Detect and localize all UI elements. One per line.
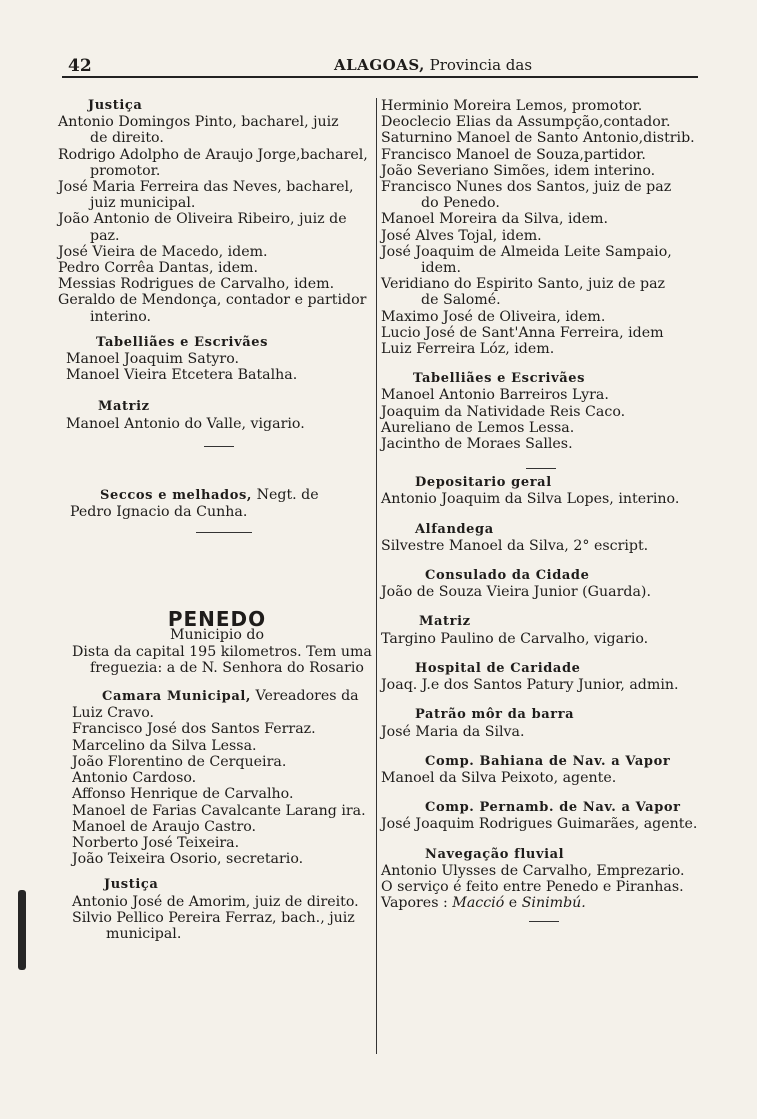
vapores-line: Vapores : Macció e Sinimbú.	[381, 895, 586, 912]
section-heading-navegacao: Navegação fluvial	[425, 846, 565, 862]
left-column	[58, 98, 376, 942]
entry-line: Luiz Ferreira Lóz, idem.	[381, 341, 555, 358]
entry-line: O serviço é feito entre Penedo e Piranhas.	[381, 878, 684, 895]
seccos-line: Seccos e melhados, Negt. de	[100, 486, 319, 503]
section-heading-justica: Justiça	[88, 98, 143, 113]
vapor-name: Macció	[452, 895, 505, 912]
entry-line: José Maria Ferreira das Neves, bacharel,	[58, 179, 354, 196]
running-title	[334, 56, 532, 74]
section-heading-tabelliaes: Tabelliães e Escrivães	[96, 334, 269, 350]
entry-line: Jacintho de Moraes Salles.	[381, 436, 573, 453]
section-heading-patrao: Patrão môr da barra	[415, 707, 575, 723]
entry-line: Antonio Domingos Pinto, bacharel, juiz	[58, 114, 339, 131]
section-heading-consulado: Consulado da Cidade	[425, 568, 590, 584]
entry-line: paz.	[90, 227, 120, 244]
entry-line: Dista da capital 195 kilometros. Tem uma	[72, 643, 372, 660]
entry-line: Manoel da Silva Peixoto, agente.	[381, 769, 617, 786]
entry-line: João de Souza Vieira Junior (Guarda).	[381, 584, 651, 601]
section-heading-pernamb: Comp. Pernamb. de Nav. a Vapor	[425, 800, 681, 816]
entry-line: José Vieira de Macedo, idem.	[58, 243, 268, 260]
section-heading-camara: Camara Municipal,	[102, 689, 252, 705]
entry-line: juiz municipal.	[90, 195, 196, 212]
entry-line: Francisco Nunes dos Santos, juiz de paz	[381, 179, 672, 196]
entry-line: Manoel Antonio do Valle, vigario.	[66, 415, 305, 432]
running-title-subtitle: Provincia das	[429, 56, 533, 74]
entry-line: Antonio Cardoso.	[72, 770, 197, 787]
entry-line: Geraldo de Mendonça, contador e partidor	[58, 292, 367, 309]
entry-line: Pedro Ignacio da Cunha.	[70, 504, 248, 521]
entry-line: José Maria da Silva.	[381, 723, 525, 740]
entry-line: José Joaquim de Almeida Leite Sampaio,	[381, 243, 672, 260]
page-number: 42	[68, 56, 92, 76]
entry-line: Francisco José dos Santos Ferraz.	[72, 721, 316, 738]
entry-line: Pedro Corrêa Dantas, idem.	[58, 260, 258, 277]
entry-line: Luiz Cravo.	[72, 705, 154, 722]
entry-line: Norberto José Teixeira.	[72, 834, 240, 851]
right-column	[381, 98, 699, 922]
entry-line: interino.	[90, 308, 152, 325]
entry-line: Francisco Manoel de Souza,partidor.	[381, 146, 646, 163]
header-rule	[62, 76, 698, 78]
entry-line: de Salomé.	[421, 292, 501, 309]
section-separator	[529, 921, 559, 922]
entry-line: Manoel Joaquim Satyro.	[66, 351, 239, 368]
entry-line: Affonso Henrique de Carvalho.	[72, 786, 294, 803]
entry-line: Herminio Moreira Lemos, promotor.	[381, 98, 643, 114]
section-heading-justica-penedo: Justiça	[104, 877, 159, 893]
section-heading-matriz: Matriz	[98, 399, 150, 415]
entry-line: Messias Rodrigues de Carvalho, idem.	[58, 276, 335, 293]
entry-line: João Florentino de Cerqueira.	[72, 753, 287, 770]
entry-line: idem.	[421, 260, 461, 277]
entry-line: Silvio Pellico Pereira Ferraz, bach., juiz	[72, 909, 355, 926]
entry-line: Lucio José de Sant'Anna Ferreira, idem	[381, 324, 664, 341]
entry-line: Joaquim da Natividade Reis Caco.	[381, 403, 626, 420]
entry-line: João Teixeira Osorio, secretario.	[72, 851, 304, 868]
section-heading-alfandega: Alfandega	[415, 521, 494, 537]
running-title-state: ALAGOAS,	[334, 56, 425, 74]
entry-line: Manoel Antonio Barreiros Lyra.	[381, 387, 609, 404]
entry-line: de direito.	[90, 130, 164, 147]
municipio-line: Municipio do	[169, 627, 265, 644]
entry-line: Maximo José de Oliveira, idem.	[381, 308, 606, 325]
entry-line: do Penedo.	[421, 195, 500, 212]
column-divider	[376, 98, 377, 1054]
entry-line: Manoel Moreira da Silva, idem.	[381, 211, 608, 228]
section-heading-hospital: Hospital de Caridade	[415, 660, 581, 676]
entry-line: promotor.	[90, 162, 161, 179]
entry-line: Deoclecio Elias da Assumpção,contador.	[381, 114, 671, 131]
entry-line: Manoel de Araujo Castro.	[72, 818, 257, 835]
entry-line: Antonio Ulysses de Carvalho, Emprezario.	[381, 862, 685, 879]
page-header	[62, 52, 698, 78]
entry-line: Manoel de Farias Cavalcante Larang ira.	[72, 802, 366, 819]
entry-line: freguezia: a de N. Senhora do Rosario	[90, 659, 364, 676]
place-heading-penedo: PENEDO	[167, 607, 267, 632]
entry-line: Antonio Joaquim da Silva Lopes, interino.	[381, 491, 680, 508]
entry-line: Targino Paulino de Carvalho, vigario.	[381, 630, 649, 647]
entry-line: João Severiano Simões, idem interino.	[381, 162, 656, 179]
entry-line: Silvestre Manoel da Silva, 2° escript.	[381, 537, 649, 554]
entry-line: Manoel Vieira Etcetera Batalha.	[66, 367, 298, 384]
entry-line: Rodrigo Adolpho de Araujo Jorge,bacharel,	[58, 146, 368, 163]
entry-line: Saturnino Manoel de Santo Antonio,distrib.	[381, 130, 695, 147]
camara-line: Camara Municipal, Vereadores da	[102, 688, 359, 705]
entry-line: Aureliano de Lemos Lessa.	[381, 419, 575, 436]
section-heading-seccos: Seccos e melhados,	[100, 487, 253, 503]
section-heading-bahiana: Comp. Bahiana de Nav. a Vapor	[425, 753, 671, 769]
entry-line: Joaq. J.e dos Santos Patury Junior, admin.	[381, 677, 679, 694]
section-heading-tabelliaes-penedo: Tabelliães e Escrivães	[413, 371, 586, 387]
binding-mark	[18, 890, 26, 970]
entry-line: Veridiano do Espirito Santo, juiz de paz	[381, 276, 666, 293]
entry-line: Antonio José de Amorim, juiz de direito.	[72, 893, 359, 910]
entry-line: José Joaquim Rodrigues Guimarães, agente.	[381, 816, 698, 833]
entry-line: José Alves Tojal, idem.	[381, 227, 542, 244]
entry-line: municipal.	[106, 925, 182, 942]
entry-line: João Antonio de Oliveira Ribeiro, juiz de	[58, 211, 347, 228]
section-heading-matriz-penedo: Matriz	[419, 614, 471, 630]
vapor-name: Sinimbú.	[521, 895, 586, 912]
entry-line: Marcelino da Silva Lessa.	[72, 737, 257, 754]
section-heading-depositario: Depositario geral	[415, 475, 552, 491]
